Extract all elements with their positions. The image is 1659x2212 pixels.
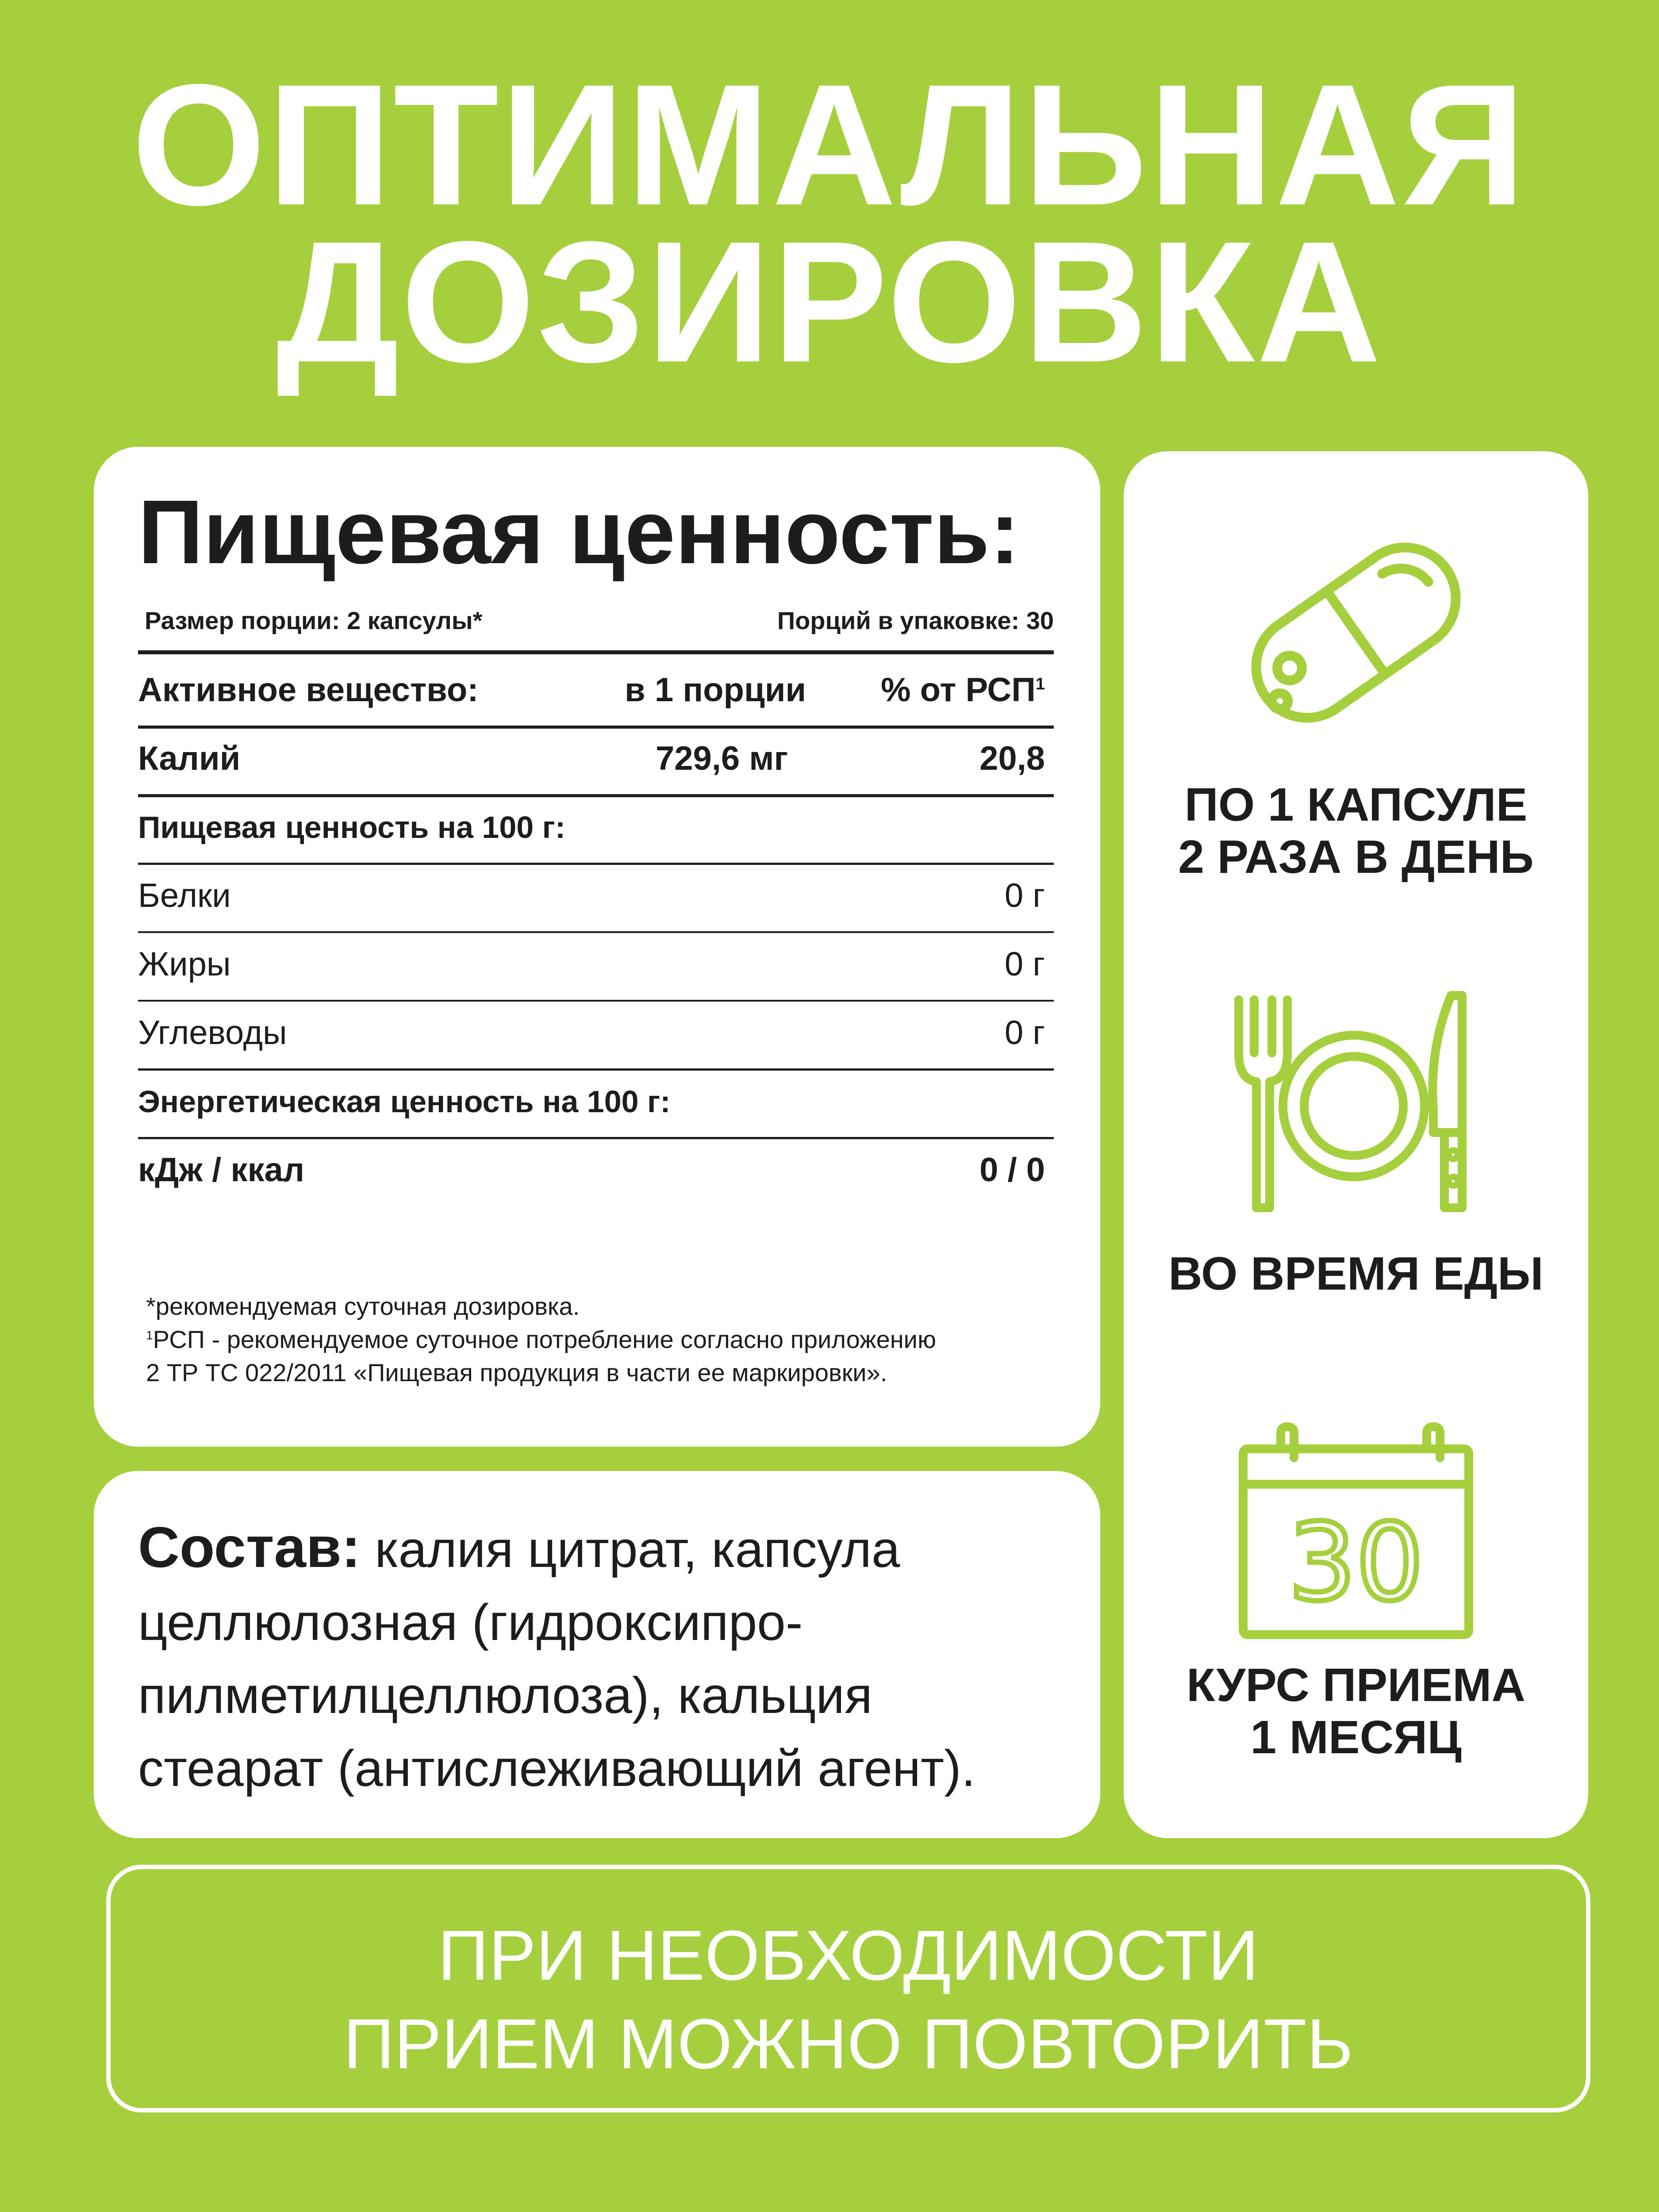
footnote-line: *рекомендуемая суточная дозировка. [146,1292,580,1320]
serving-info [145,606,1054,635]
table-row [138,1013,1054,1053]
composition-line: калия цитрат, капсула [361,1521,900,1578]
calendar-number: 30 [1288,1501,1424,1624]
column-header-per-serving: в 1 порции [625,671,806,709]
title-line-2: ДОЗИРОВКА [276,205,1383,398]
serving-size: Размер порции: 2 капсулы* [145,607,483,634]
title-line-1: ОПТИМАЛЬНАЯ [131,48,1528,241]
footnote-line: 2 ТР ТС 022/2011 «Пищевая продукция в части ее маркировки». [146,1359,887,1386]
energy-value: 0 / 0 [979,1151,1045,1189]
nutrition-facts-card [94,447,1100,1447]
nutrition-title: Пищевая ценность: [138,481,1020,583]
divider [138,794,1054,797]
divider [138,1137,1054,1139]
divider [138,931,1054,933]
page-title [0,48,1659,398]
composition-line: пилметилцеллюлоза), кальция [138,1667,872,1724]
energy-name: кДж / ккал [138,1151,305,1189]
composition-line: целлюлозная (гидроксипро- [138,1594,803,1651]
capsule-icon [1237,513,1475,752]
nutrient-value: 0 г [1004,1014,1045,1052]
nutrient-value: 0 г [1004,945,1045,983]
nutrient-name: Углеводы [138,1014,287,1052]
calendar-icon [1234,1422,1478,1644]
table-row [138,876,1054,916]
composition-card [94,1471,1100,1838]
active-name: Калий [138,740,241,777]
nutrient-value: 0 г [1004,877,1045,914]
divider [138,863,1054,865]
banner-text: ПРИ НЕОБХОДИМОСТИ ПРИЕМ МОЖНО ПОВТОРИТЬ [343,1916,1353,2083]
table-row [138,945,1054,984]
repeat-course-banner [106,1865,1590,2112]
divider [138,726,1054,729]
footnote-mark: 1 [146,1328,153,1342]
active-amount: 729,6 мг [656,740,788,777]
energy-label: Энергетическая ценность на 100 г: [138,1084,671,1119]
rsp-footnote-mark: 1 [1035,675,1045,694]
composition-text [138,1511,1067,1805]
table-header-row [138,670,1054,710]
composition-label: Состав: [138,1515,361,1579]
energy-label-row [138,1082,1054,1121]
column-header-active: Активное вещество: [138,671,479,709]
divider [138,1000,1054,1002]
per100-label-row [138,807,1054,847]
composition-line: стеарат (антислеживающий агент). [138,1740,976,1797]
nutrient-name: Белки [138,877,231,914]
active-percent: 20,8 [979,740,1045,777]
per100-label: Пищевая ценность на 100 г: [138,810,566,845]
plate-cutlery-icon [1221,987,1486,1217]
footnote-line: $^1$РСП - рекомендуемое суточное потребление согласно приложению [146,1325,936,1353]
nutrient-name: Жиры [138,945,231,983]
usage-dose-caption: ПО 1 КАПСУЛЕ 2 РАЗА В ДЕНЬ [1178,779,1534,883]
divider [138,650,1054,654]
footnotes [146,1290,1062,1389]
table-row [138,1150,1054,1190]
usage-course-caption: КУРС ПРИЕМА 1 МЕСЯЦ [1187,1659,1525,1763]
table-row [138,739,1054,779]
divider [138,1068,1054,1071]
column-header-rsp: % от РСП$^1$ [880,671,1045,709]
usage-timing-caption: ВО ВРЕМЯ ЕДЫ [1168,1248,1544,1300]
servings-per-pack: Порций в упаковке: 30 [777,607,1054,634]
usage-card [1124,451,1588,1838]
